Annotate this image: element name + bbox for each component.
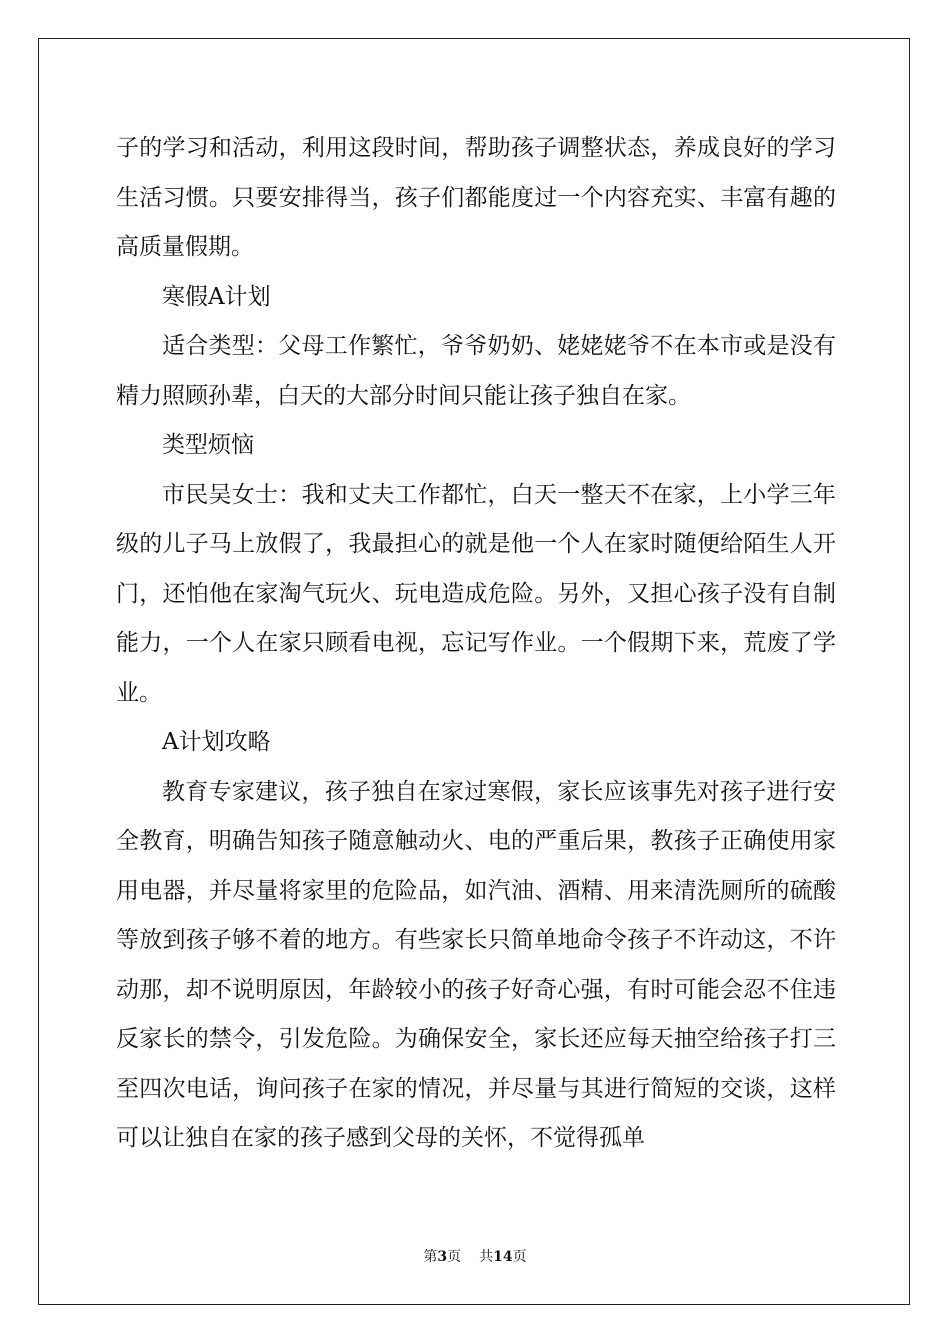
page-current: 3 — [437, 1249, 448, 1265]
paragraph-expert-advice: 教育专家建议，孩子独自在家过寒假，家长应该事先对孩子进行安全教育，明确告知孩子随意触动火、电的严重后果，教孩子正确使用家用电器，并尽量将家里的危险品，如汽油、酒精、用来清洗厕所的硫酸等放到孩子够不着的地方。有些家长只简单地命令孩子不许动这，不许动那，却不说明原因，年龄较小的孩子好奇心强，有时可能会忍不住违反家长的禁令，引发危险。为确保安全，家长还应每天抽空给孩子打三至四次电话，询问孩子在家的情况，并尽量与其进行简短的交谈，这样可以让独自在家的孩子感到父母的关怀，不觉得孤单 — [116, 778, 836, 1151]
heading-plan-a-strategy: A计划攻略 — [162, 729, 271, 755]
page-prefix: 第 — [423, 1249, 438, 1265]
paragraph-suitable-type: 适合类型：父母工作繁忙，爷爷奶奶、姥姥姥爷不在本市或是没有精力照顾孙辈，白天的大部分时间只能让孩子独自在家。 — [116, 333, 836, 409]
page-footer — [0, 1246, 950, 1266]
document-body — [116, 124, 836, 1164]
heading-plan-a: 寒假A计划 — [162, 283, 271, 310]
heading-type-worries: 类型烦恼 — [162, 432, 254, 458]
paragraph-citizen-quote: 市民吴女士：我和丈夫工作都忙，白天一整天不在家，上小学三年级的儿子马上放假了，我最担心的就是他一个人在家时随便给陌生人开门，还怕他在家淘气玩火、玩电造成危险。另外，又担心孩子没有自制能力，一个人在家只顾看电视，忘记写作业。一个假期下来，荒废了学业。 — [116, 481, 836, 706]
page-total: 14 — [493, 1249, 513, 1265]
total-prefix: 共 — [479, 1249, 494, 1265]
page-suffix: 页 — [447, 1249, 462, 1265]
total-suffix: 页 — [512, 1249, 527, 1265]
paragraph-continuation: 子的学习和活动，利用这段时间，帮助孩子调整状态，养成良好的学习生活习惯。只要安排得当，孩子们都能度过一个内容充实、丰富有趣的高质量假期。 — [116, 135, 836, 260]
